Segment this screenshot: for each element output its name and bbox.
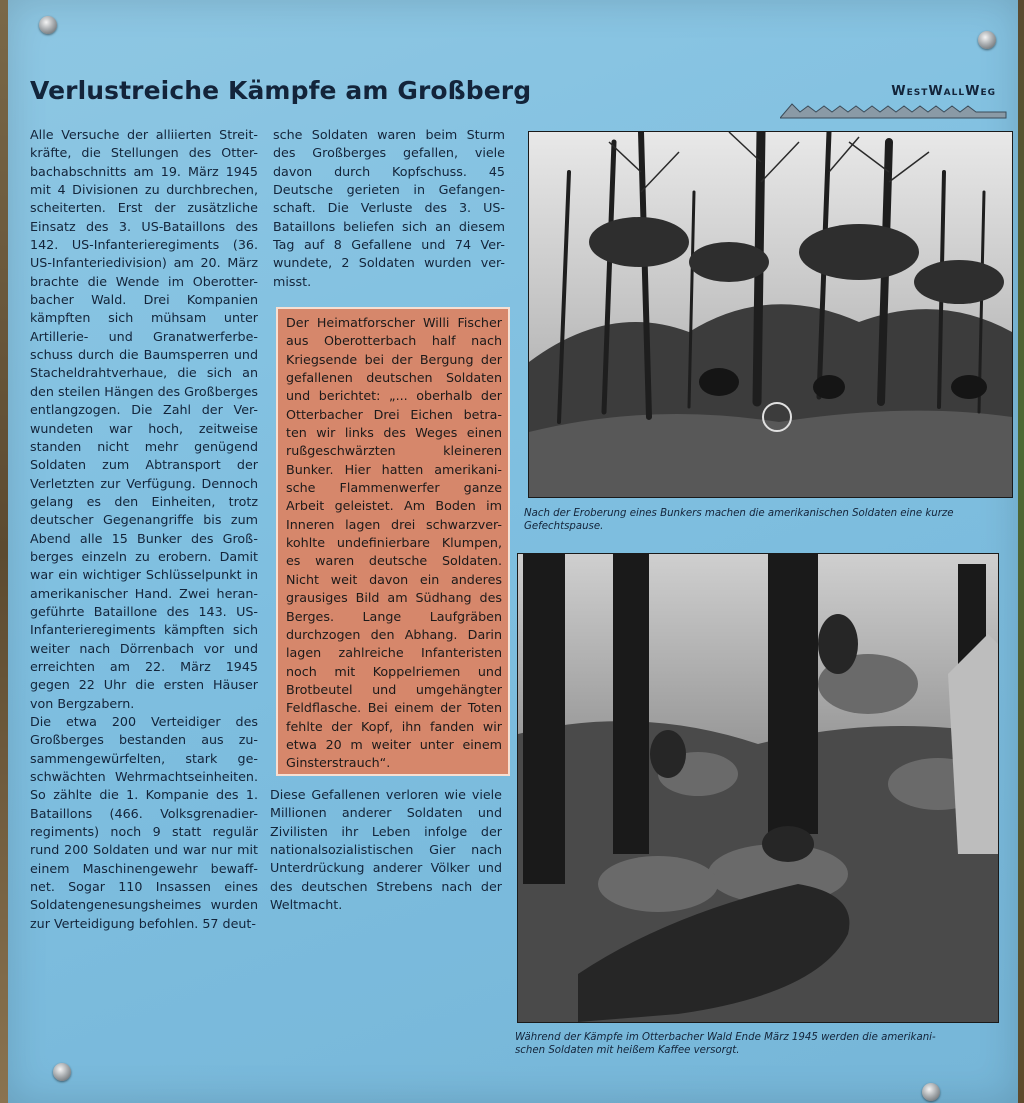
- text-line: Berges. Lange Laufgräben: [286, 608, 502, 624]
- text-line: Die etwa 200 Verteidiger des: [30, 714, 258, 729]
- text-line: rund 200 Soldaten und war nur mit: [30, 842, 258, 858]
- text-line: mit 4 Divisionen zu durchbrechen,: [30, 182, 258, 198]
- text-line: Infanterieregiments kämpften sich: [30, 622, 258, 638]
- text-line: US-Infanteriedivision) am 20. März: [30, 255, 258, 271]
- text-line: Feldflasche. Bei einem der Toten: [286, 700, 502, 716]
- information-board: [8, 0, 1018, 1103]
- screw-icon: [978, 31, 996, 49]
- text-line: Diese Gefallenen verloren wie viele: [270, 787, 502, 802]
- text-line: Einsatz des 3. US-Bataillons des: [30, 218, 258, 234]
- text-line: noch mit Koppelriemen und: [286, 663, 502, 679]
- screw-icon: [53, 1063, 71, 1081]
- text-line: des deutschen Strebens nach der: [270, 878, 502, 894]
- text-line: nationalsozialistischen Gier nach: [270, 842, 502, 858]
- text-line: Ginsterstrauch“.: [286, 755, 391, 771]
- main-text-column-1: [30, 126, 258, 933]
- text-line: erreichten am 22. März 1945: [30, 658, 258, 674]
- text-line: Kriegsende bei der Bergung der: [286, 351, 502, 367]
- text-line: sche Soldaten waren beim Sturm: [273, 127, 505, 142]
- eyewitness-quote-box: [276, 307, 510, 776]
- logo-text: WestWallWeg: [891, 84, 996, 99]
- text-line: aus Oberotterbach half nach: [286, 333, 502, 349]
- text-line: amerikanischer Hand. Zwei heran-: [30, 585, 258, 601]
- conclusion-text: [270, 786, 502, 914]
- text-line: standen nicht mehr genügend: [30, 438, 258, 454]
- text-line: war ein wichtiger Schlüsselpunkt in: [30, 567, 258, 583]
- text-line: gegen 22 Uhr die ersten Häuser: [30, 677, 258, 693]
- text-line: von Bergzabern.: [30, 695, 135, 711]
- text-line: rußgeschwärzten kleineren: [286, 443, 502, 459]
- main-text-column-2: [273, 126, 505, 291]
- text-line: So zählte die 1. Kompanie des 1.: [30, 787, 258, 803]
- text-line: Bunker. Hier hatten amerikani-: [286, 461, 502, 477]
- text-line: net. Sogar 110 Insassen eines: [30, 879, 258, 895]
- caption-line: Während der Kämpfe im Otterbacher Wald Ende März 1945 werden die amerikani-: [515, 1032, 936, 1043]
- text-line: Bataillons beliefen sich an diesem: [273, 218, 505, 234]
- text-line: den steilen Hängen des Großberges: [30, 383, 258, 399]
- text-line: deutscher Gegenangriffe bis zum: [30, 512, 258, 528]
- text-line: misst.: [273, 273, 312, 289]
- text-line: lagen zahlreiche Infanteristen: [286, 645, 502, 661]
- text-line: Soldatengenesungsheimes wurden: [30, 897, 258, 913]
- screw-icon: [39, 16, 57, 34]
- text-line: gefallenen deutschen Soldaten: [286, 370, 502, 386]
- bunker-teeth-icon: [780, 92, 1008, 124]
- text-line: weiter nach Dörrenbach vor und: [30, 640, 258, 656]
- text-line: Tag auf 8 Gefallene und 74 Ver-: [273, 237, 505, 253]
- text-line: ten wir links des Weges einen: [286, 425, 502, 441]
- text-line: wundeten war hoch, zeitweise: [30, 420, 258, 436]
- text-line: sammengewürfelten, stark ge-: [30, 750, 258, 766]
- text-line: Otterbacher Drei Eichen betra-: [286, 406, 502, 422]
- text-line: berges einzeln zu erobern. Damit: [30, 548, 258, 564]
- text-line: Soldaten zum Abtransport der: [30, 457, 258, 473]
- text-line: Brotbeutel und umgehängter: [286, 681, 502, 697]
- text-line: regiments) noch 9 statt regulär: [30, 824, 258, 840]
- text-line: grausiges Bild am Südhang des: [286, 590, 502, 606]
- text-line: Nicht weit davon ein anderes: [286, 571, 502, 587]
- text-line: Zivilisten ihr Leben infolge der: [270, 823, 502, 839]
- westwallweg-logo: [780, 84, 1008, 124]
- text-line: Verletzten zur Verfügung. Dennoch: [30, 475, 258, 491]
- text-line: wundete, 2 Soldaten wurden ver-: [273, 255, 505, 271]
- photo-1-caption: [524, 507, 1004, 533]
- text-line: fehlte der Kopf, ihn fanden wir: [286, 718, 502, 734]
- text-line: bacher Wald. Drei Kompanien: [30, 292, 258, 308]
- text-line: schaft. Die Verluste des 3. US-: [273, 200, 505, 216]
- text-line: Artillerie- und Granatwerferbe-: [30, 328, 258, 344]
- text-line: kämpften sich mühsam unter: [30, 310, 258, 326]
- text-line: kohlte undefinierbare Klumpen,: [286, 535, 502, 551]
- text-line: Weltmacht.: [270, 897, 343, 913]
- text-line: einem Maschinengewehr bewaff-: [30, 860, 258, 876]
- caption-line: Nach der Eroberung eines Bunkers machen die amerikanischen Soldaten eine kurze: [524, 508, 954, 519]
- text-line: schwächten Wehrmachtseinheiten.: [30, 769, 258, 785]
- text-line: schuss durch die Baumsperren und: [30, 347, 258, 363]
- text-line: Arbeit geleistet. Am Boden im: [286, 498, 502, 514]
- text-line: Abend alle 15 Bunker des Groß-: [30, 530, 258, 546]
- text-line: sche Flammenwerfer ganze: [286, 480, 502, 496]
- text-line: Stacheldrahtverhaue, die sich an: [30, 365, 258, 381]
- text-line: zur Verteidigung befohlen. 57 deut-: [30, 915, 256, 931]
- text-line: davon durch Kopfschuss. 45: [273, 163, 505, 179]
- text-line: Alle Versuche der alliierten Streit-: [30, 127, 258, 142]
- caption-line: schen Soldaten mit heißem Kaffee versorgt.: [515, 1045, 740, 1056]
- text-line: des Großberges gefallen, viele: [273, 145, 505, 161]
- text-line: Großberges bestanden aus zu-: [30, 732, 258, 748]
- text-line: geführte Bataillone des 143. US-: [30, 603, 258, 619]
- text-line: Inneren lagen drei schwarzver-: [286, 516, 502, 532]
- text-line: scheiterten. Erst der zusätzliche: [30, 200, 258, 216]
- photo-2-caption: [515, 1031, 1005, 1057]
- caption-line: Gefechtspause.: [524, 521, 604, 532]
- text-line: gelang es den Einheiten, trotz: [30, 493, 258, 509]
- text-line: Unterdrückung anderer Völker und: [270, 860, 502, 876]
- text-line: es waren deutsche Soldaten.: [286, 553, 502, 569]
- text-line: etwa 20 m weiter unter einem: [286, 736, 502, 752]
- board-title: Verlustreiche Kämpfe am Großberg: [30, 76, 532, 105]
- text-line: kräfte, die Stellungen des Otter-: [30, 145, 258, 161]
- text-line: Millionen anderer Soldaten und: [270, 805, 502, 821]
- photo-soldiers-with-coffee: [517, 553, 999, 1023]
- text-line: Bataillons (466. Volksgrenadier-: [30, 805, 258, 821]
- photo-soldiers-at-bunker: [528, 131, 1013, 498]
- text-line: 142. US-Infanterieregiments (36.: [30, 237, 258, 253]
- text-line: Der Heimatforscher Willi Fischer: [286, 315, 502, 330]
- text-line: Deutsche gerieten in Gefangen-: [273, 182, 505, 198]
- text-line: brachte die Wende im Oberotter-: [30, 273, 258, 289]
- text-line: durchzogen den Abhang. Darin: [286, 626, 502, 642]
- screw-icon: [922, 1083, 940, 1101]
- text-line: und berichtet: „... oberhalb der: [286, 388, 502, 404]
- text-line: entlangzogen. Die Zahl der Ver-: [30, 402, 258, 418]
- text-line: bachabschnitts am 19. März 1945: [30, 163, 258, 179]
